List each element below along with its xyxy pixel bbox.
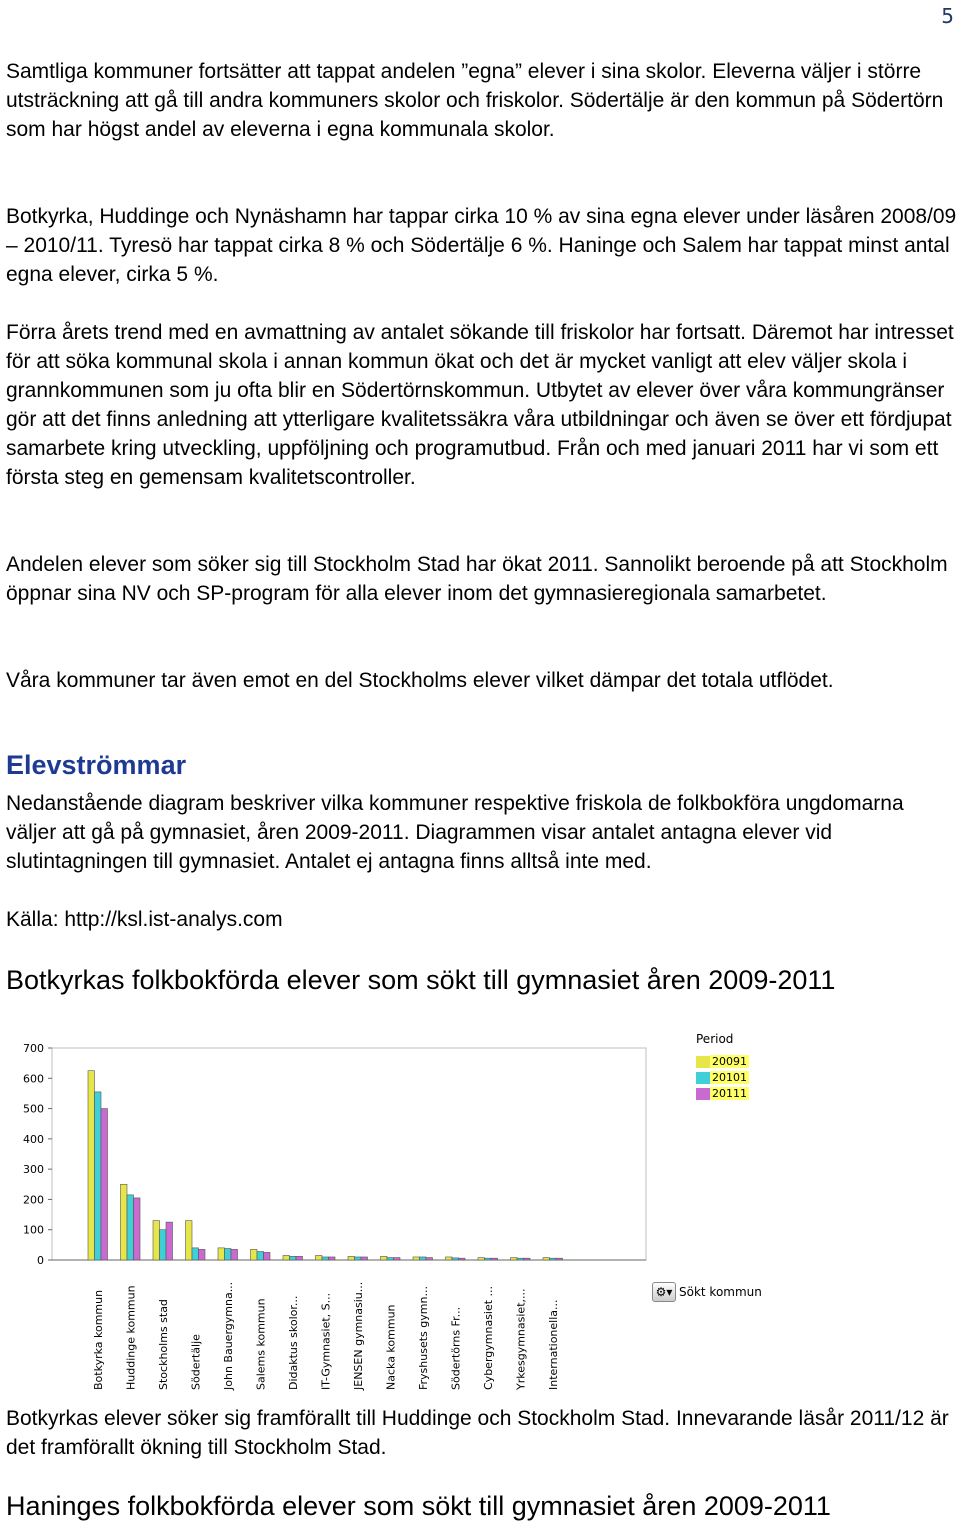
legend-label: 20111 [712, 1087, 747, 1100]
y-tick-label: 0 [37, 1254, 44, 1267]
bar [199, 1249, 206, 1260]
y-tick-label: 600 [23, 1072, 44, 1086]
x-tick-label: JENSEN gymnasiu... [351, 1281, 365, 1390]
x-tick-label: Södertörns Fr... [449, 1306, 463, 1390]
bar [355, 1257, 362, 1260]
bar [160, 1230, 167, 1260]
bar [452, 1258, 459, 1260]
bar [127, 1195, 134, 1260]
bar [459, 1258, 466, 1260]
bar [387, 1258, 394, 1260]
paragraph-5: Våra kommuner tar även emot en del Stockholms elever vilket dämpar det totala utflödet. [6, 669, 834, 692]
legend-label: 20101 [712, 1071, 747, 1084]
paragraph-2: Botkyrka, Huddinge och Nynäshamn har tappar cirka 10 % av sina egna elever under läsåren 2008/09 – 2010/11. Tyresö har tappat cirka 8 % och Södertälje 6 %. Haninge och Salem har tappat minst antal egna elever, cirka 5 %. [6, 205, 957, 286]
x-tick-label: IT-Gymnasiet, S... [319, 1292, 333, 1390]
bar [134, 1198, 141, 1260]
bar [556, 1258, 563, 1260]
bar [225, 1248, 232, 1260]
bar [478, 1258, 485, 1260]
bar [543, 1258, 550, 1260]
legend-title: Period [696, 1032, 734, 1046]
filter-dropdown-icon: ⚙▾ [652, 1282, 676, 1302]
bar [257, 1252, 264, 1260]
bar [153, 1221, 160, 1260]
after-chart-text: Botkyrkas elever söker sig framförallt till Huddinge och Stockholm Stad. Innevarande läsår 2011/12 är det framförallt ökning till Stockholm Stad. [6, 1407, 949, 1459]
x-tick-label: Yrkesgymnasiet,... [514, 1288, 528, 1390]
source-line: Källa: http://ksl.ist-analys.com [6, 908, 283, 931]
bar [329, 1257, 336, 1260]
x-tick-label: John Bauergymna... [221, 1281, 235, 1390]
bar [426, 1258, 433, 1260]
section-intro: Nedanstående diagram beskriver vilka kommuner respektive friskola de folkbokföra ungdomarna väljer att gå på gymnasiet, åren 2009-2011. Diagrammen visar antalet antagna elever vid slutintagningen till gymnasiet. Antalet ej antagna finns alltså inte med. [6, 792, 904, 873]
legend-label: 20091 [712, 1055, 747, 1068]
x-tick-label: Stockholms stad [156, 1299, 170, 1390]
legend-item-3[interactable] [696, 1086, 749, 1102]
bar [524, 1258, 531, 1260]
bar [550, 1258, 557, 1260]
bar [420, 1257, 427, 1260]
x-tick-label: Huddinge kommun [124, 1285, 138, 1390]
x-tick-label: Salems kommun [254, 1298, 268, 1390]
x-tick-label: Didaktus skolor... [286, 1295, 300, 1390]
y-tick-label: 700 [23, 1042, 44, 1055]
legend-item-2[interactable] [696, 1070, 749, 1086]
bar [290, 1256, 297, 1260]
bar [322, 1257, 329, 1260]
plot-area [52, 1048, 646, 1260]
bar [101, 1109, 108, 1260]
legend-item-1[interactable] [696, 1054, 749, 1070]
chart-legend [686, 1026, 772, 1106]
bar [218, 1248, 225, 1260]
bar [166, 1222, 173, 1260]
bar [95, 1092, 102, 1260]
x-tick-label: Södertälje [189, 1334, 203, 1390]
bar [491, 1258, 498, 1260]
bar [231, 1249, 238, 1260]
bar [394, 1258, 401, 1260]
x-tick-label: Fryshusets gymn... [416, 1286, 430, 1390]
bar [485, 1258, 492, 1260]
bar [283, 1255, 290, 1260]
bar [348, 1256, 355, 1260]
bar [517, 1258, 524, 1260]
bar-chart [6, 1024, 956, 1392]
bar [361, 1257, 368, 1260]
paragraph-1: Samtliga kommuner fortsätter att tappat andelen ”egna” elever i sina skolor. Eleverna väljer i större utsträckning att gå till andra kommuners skolor och friskolor. Södertälje är den kommun på Södertörn som har högst andel av eleverna i egna kommunala skolor. [6, 60, 944, 141]
legend-swatch [696, 1088, 710, 1100]
x-tick-label: Cybergymnasiet ... [481, 1285, 495, 1390]
y-tick-label: 100 [23, 1223, 44, 1237]
legend-swatch [696, 1056, 710, 1068]
sokt-kommun-label: Sökt kommun [679, 1285, 762, 1299]
paragraph-4: Andelen elever som söker sig till Stockholm Stad har ökat 2011. Sannolikt beroende på att Stockholm öppnar sina NV och SP-program för alla elever inom det gymnasieregionala samarbetet. [6, 553, 948, 605]
bar [381, 1256, 388, 1260]
paragraph-3: Förra årets trend med en avmattning av antalet sökande till friskolor har fortsatt. Däremot har intresset för att söka kommunal skola i annan kommun ökat och det är mycket vanligt att elev väljer skola i grannkommunen som ju ofta blir en Södertörnskommun. Utbytet av elever över våra kommungränser gör att det finns anledning att ytterligare kvalitetssäkra våra utbildningar och även se över ett fördjupat samarbete kring utveckling, uppföljning och programutbud. Från och med januari 2011 har vi som ett första steg en gemensam kvalitetscontroller. [6, 321, 954, 489]
bar [316, 1255, 323, 1260]
bar [192, 1248, 199, 1260]
bar [296, 1256, 303, 1260]
y-tick-label: 300 [23, 1163, 44, 1177]
bar [264, 1252, 271, 1260]
y-tick-label: 400 [23, 1132, 44, 1146]
y-tick-label: 500 [23, 1102, 44, 1116]
y-tick-label: 200 [23, 1193, 44, 1207]
bar [186, 1221, 193, 1260]
bar [251, 1249, 258, 1260]
next-heading: Haninges folkbokförda elever som sökt till gymnasiet åren 2009-2011 [6, 1491, 831, 1521]
sokt-kommun-button[interactable] [652, 1281, 762, 1303]
chart-heading: Botkyrkas folkbokförda elever som sökt till gymnasiet åren 2009-2011 [6, 965, 836, 995]
x-tick-label: Nacka kommun [384, 1304, 398, 1390]
page-number: 5 [941, 4, 954, 28]
bar [121, 1184, 128, 1260]
bar [413, 1257, 420, 1260]
section-heading: Elevströmmar [6, 750, 187, 780]
x-tick-label: Internationella... [546, 1299, 560, 1390]
bar [88, 1071, 95, 1260]
legend-swatch [696, 1072, 710, 1084]
bar [511, 1258, 518, 1260]
bar [446, 1257, 453, 1260]
x-tick-label: Botkyrka kommun [91, 1289, 105, 1390]
